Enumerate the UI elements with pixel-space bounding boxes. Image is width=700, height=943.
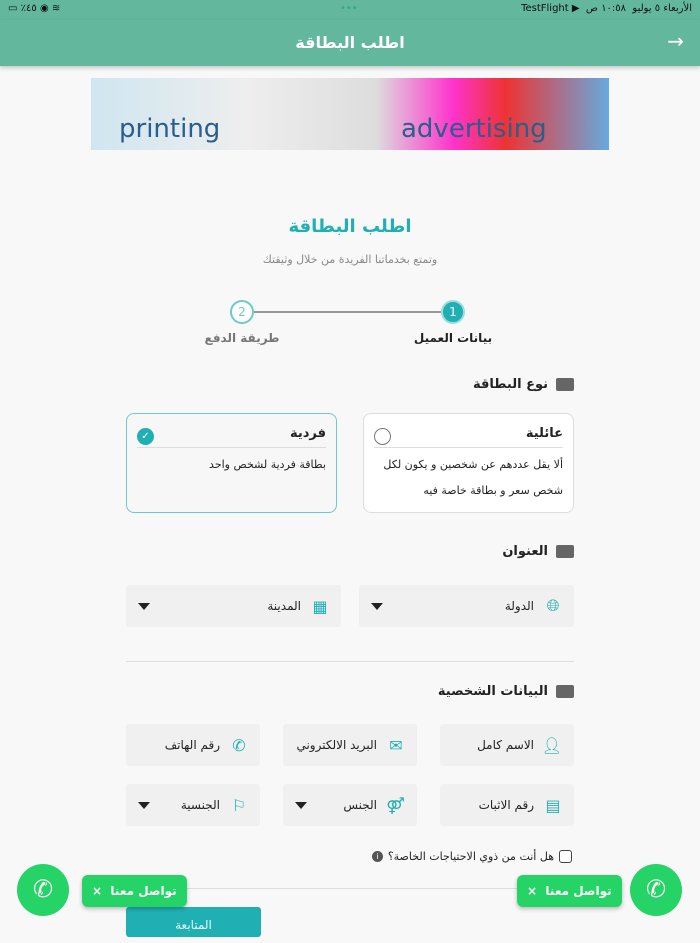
continue-button[interactable]: المتابعة bbox=[126, 907, 261, 937]
chevron-down-icon bbox=[295, 802, 307, 809]
special-needs-label: هل أنت من ذوي الاحتياجات الخاصة؟ bbox=[387, 850, 554, 863]
stepper-line bbox=[254, 311, 441, 313]
status-bar bbox=[0, 0, 700, 20]
globe-icon: 🌐︎ bbox=[546, 596, 560, 615]
step-1-label: بيانات العميل bbox=[413, 331, 493, 345]
chevron-down-icon bbox=[138, 802, 150, 809]
contact-us-left[interactable] bbox=[82, 875, 187, 907]
user-icon: 👤︎ bbox=[541, 735, 562, 755]
chevron-down-icon bbox=[138, 603, 150, 610]
radio-unchecked-icon[interactable] bbox=[374, 428, 391, 445]
status-time bbox=[521, 3, 692, 14]
nav-title: اطلب البطاقة bbox=[295, 33, 405, 52]
phone-icon: ✆ bbox=[232, 735, 246, 755]
page-title: اطلب البطاقة bbox=[288, 216, 412, 237]
battery-indicator: ▭ ٪٤٥ ◉ ≋ bbox=[8, 3, 61, 14]
check-circle-icon[interactable]: ✓ bbox=[137, 428, 154, 445]
personal-heading bbox=[438, 684, 574, 699]
phone-placeholder: رقم الهاتف bbox=[164, 738, 220, 752]
banner-image bbox=[91, 78, 609, 150]
testflight-back[interactable]: TestFlight ▶ bbox=[521, 3, 580, 14]
whatsapp-left-icon[interactable]: ✆ bbox=[17, 864, 69, 916]
special-needs-row bbox=[372, 850, 572, 863]
flag-icon: ⚐ bbox=[231, 795, 247, 815]
close-icon[interactable]: × bbox=[527, 884, 538, 898]
address-heading bbox=[502, 544, 574, 559]
email-placeholder: البريد الالكتروني bbox=[296, 738, 377, 752]
gender-label: الجنس bbox=[343, 798, 377, 812]
card-type-heading bbox=[473, 377, 574, 392]
special-needs-checkbox[interactable] bbox=[559, 850, 572, 863]
envelope-icon: ✉ bbox=[389, 735, 403, 755]
full-name-placeholder: الاسم كامل bbox=[477, 738, 534, 752]
id-card-icon bbox=[556, 545, 574, 558]
multitask-dots[interactable]: ••• bbox=[340, 3, 358, 14]
email-input[interactable] bbox=[283, 724, 417, 766]
status-clock: ١٠:٥٨ ص bbox=[585, 3, 627, 14]
contact-us-right[interactable] bbox=[517, 875, 622, 907]
gender-select[interactable] bbox=[283, 784, 417, 826]
gender-icon: ⚤ bbox=[386, 795, 405, 815]
card-option-individual[interactable] bbox=[126, 413, 337, 513]
step-2-label: طريقة الدفع bbox=[204, 331, 280, 345]
id-card-icon bbox=[556, 685, 574, 698]
country-select[interactable] bbox=[359, 585, 574, 627]
id-number-input[interactable] bbox=[440, 784, 574, 826]
banner-word-advertising: advertising bbox=[401, 114, 547, 144]
battery-level: ٪٤٥ bbox=[20, 3, 37, 14]
nationality-label: الجنسية bbox=[180, 798, 220, 812]
back-arrow-icon[interactable]: → bbox=[667, 29, 684, 53]
info-icon[interactable]: i bbox=[372, 851, 383, 862]
option-title: عائلية bbox=[374, 426, 563, 448]
id-number-placeholder: رقم الاثبات bbox=[478, 798, 534, 812]
city-select[interactable] bbox=[126, 585, 341, 627]
nav-bar bbox=[0, 20, 700, 66]
banner-word-printing: printing bbox=[119, 114, 221, 144]
option-description: ألا يقل عددهم عن شخصين و يكون لكل شخص سعر و بطاقة خاصة فيه bbox=[383, 458, 563, 497]
whatsapp-right-icon[interactable]: ✆ bbox=[630, 864, 682, 916]
step-1[interactable]: 1 bbox=[441, 300, 465, 324]
chevron-down-icon bbox=[371, 603, 383, 610]
card-option-family[interactable] bbox=[363, 413, 574, 513]
step-2[interactable]: 2 bbox=[230, 300, 254, 324]
contact-label: تواصل معنا bbox=[545, 884, 612, 898]
divider bbox=[126, 888, 574, 889]
address-title: العنوان bbox=[502, 544, 548, 559]
country-label: الدولة bbox=[504, 599, 534, 613]
page-subtitle: وتمتع بخدماتنا الفريدة من خلال وثيقتك bbox=[262, 253, 438, 266]
option-title: فردية bbox=[137, 426, 326, 448]
contact-label: تواصل معنا bbox=[110, 884, 177, 898]
city-icon: ▦ bbox=[312, 596, 328, 616]
credit-card-icon bbox=[556, 378, 574, 391]
close-icon[interactable]: × bbox=[92, 884, 103, 898]
city-label: المدينة bbox=[267, 599, 301, 613]
card-type-title: نوع البطاقة bbox=[472, 377, 548, 392]
phone-input[interactable] bbox=[126, 724, 260, 766]
option-description: بطاقة فردية لشخص واحد bbox=[209, 458, 326, 471]
status-date: الأربعاء ٥ يوليو bbox=[632, 3, 692, 14]
id-card-icon: ▤ bbox=[545, 795, 561, 815]
full-name-input[interactable] bbox=[440, 724, 574, 766]
divider bbox=[126, 661, 574, 662]
personal-title: البيانات الشخصية bbox=[437, 684, 548, 699]
nationality-select[interactable] bbox=[126, 784, 260, 826]
